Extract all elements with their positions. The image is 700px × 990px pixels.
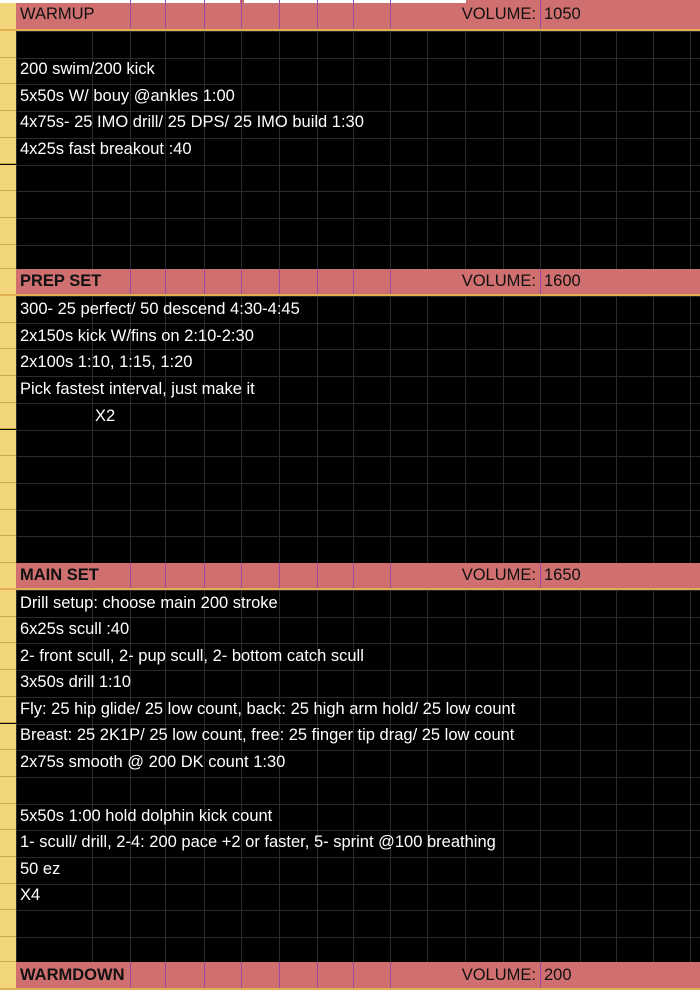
volume-value[interactable]: 1650: [544, 566, 581, 584]
set-line[interactable]: 2- front scull, 2- pup scull, 2- bottom catch scull: [20, 647, 364, 665]
section-header-main-set[interactable]: [0, 563, 700, 590]
set-line[interactable]: 2x75s smooth @ 200 DK count 1:30: [20, 753, 286, 771]
volume-label: VOLUME:: [461, 5, 536, 23]
section-header-warmup[interactable]: [0, 0, 700, 31]
set-line[interactable]: 2x150s kick W/fins on 2:10-2:30: [20, 327, 254, 345]
set-line[interactable]: 5x50s W/ bouy @ankles 1:00: [20, 87, 235, 105]
set-line[interactable]: 5x50s 1:00 hold dolphin kick count: [20, 807, 273, 825]
set-line[interactable]: 300- 25 perfect/ 50 descend 4:30-4:45: [20, 300, 300, 318]
set-line[interactable]: Drill setup: choose main 200 stroke: [20, 594, 278, 612]
set-line[interactable]: 4x75s- 25 IMO drill/ 25 DPS/ 25 IMO build 1:30: [20, 113, 364, 131]
set-line[interactable]: Pick fastest interval, just make it: [20, 380, 255, 398]
set-line[interactable]: 3x50s drill 1:10: [20, 673, 131, 691]
volume-value[interactable]: 200: [544, 965, 572, 984]
set-line[interactable]: 4x25s fast breakout :40: [20, 140, 192, 158]
volume-label: VOLUME:: [461, 566, 536, 584]
volume-label: VOLUME:: [461, 965, 536, 984]
section-title: MAIN SET: [20, 566, 99, 584]
set-line[interactable]: X4: [20, 886, 41, 904]
set-line[interactable]: 1- scull/ drill, 2-4: 200 pace +2 or faster, 5- sprint @100 breathing: [20, 833, 496, 851]
section-title: PREP SET: [20, 272, 102, 290]
volume-value[interactable]: 1050: [544, 5, 581, 23]
section-header-prep-set[interactable]: [0, 269, 700, 296]
set-line[interactable]: 200 swim/200 kick: [20, 60, 155, 78]
section-title: WARMDOWN: [20, 965, 125, 984]
set-line[interactable]: 2x100s 1:10, 1:15, 1:20: [20, 353, 193, 371]
section-header-warmdown[interactable]: [0, 962, 700, 990]
section-title: WARMUP: [20, 5, 95, 23]
set-line[interactable]: 6x25s scull :40: [20, 620, 130, 638]
volume-value[interactable]: 1600: [544, 272, 581, 290]
repeat-marker[interactable]: X2: [95, 407, 116, 425]
volume-label: VOLUME:: [461, 272, 536, 290]
set-line[interactable]: Breast: 25 2K1P/ 25 low count, free: 25 finger tip drag/ 25 low count: [20, 726, 515, 744]
set-line[interactable]: 50 ez: [20, 860, 61, 878]
set-line[interactable]: Fly: 25 hip glide/ 25 low count, back: 25 high arm hold/ 25 low count: [20, 700, 516, 718]
